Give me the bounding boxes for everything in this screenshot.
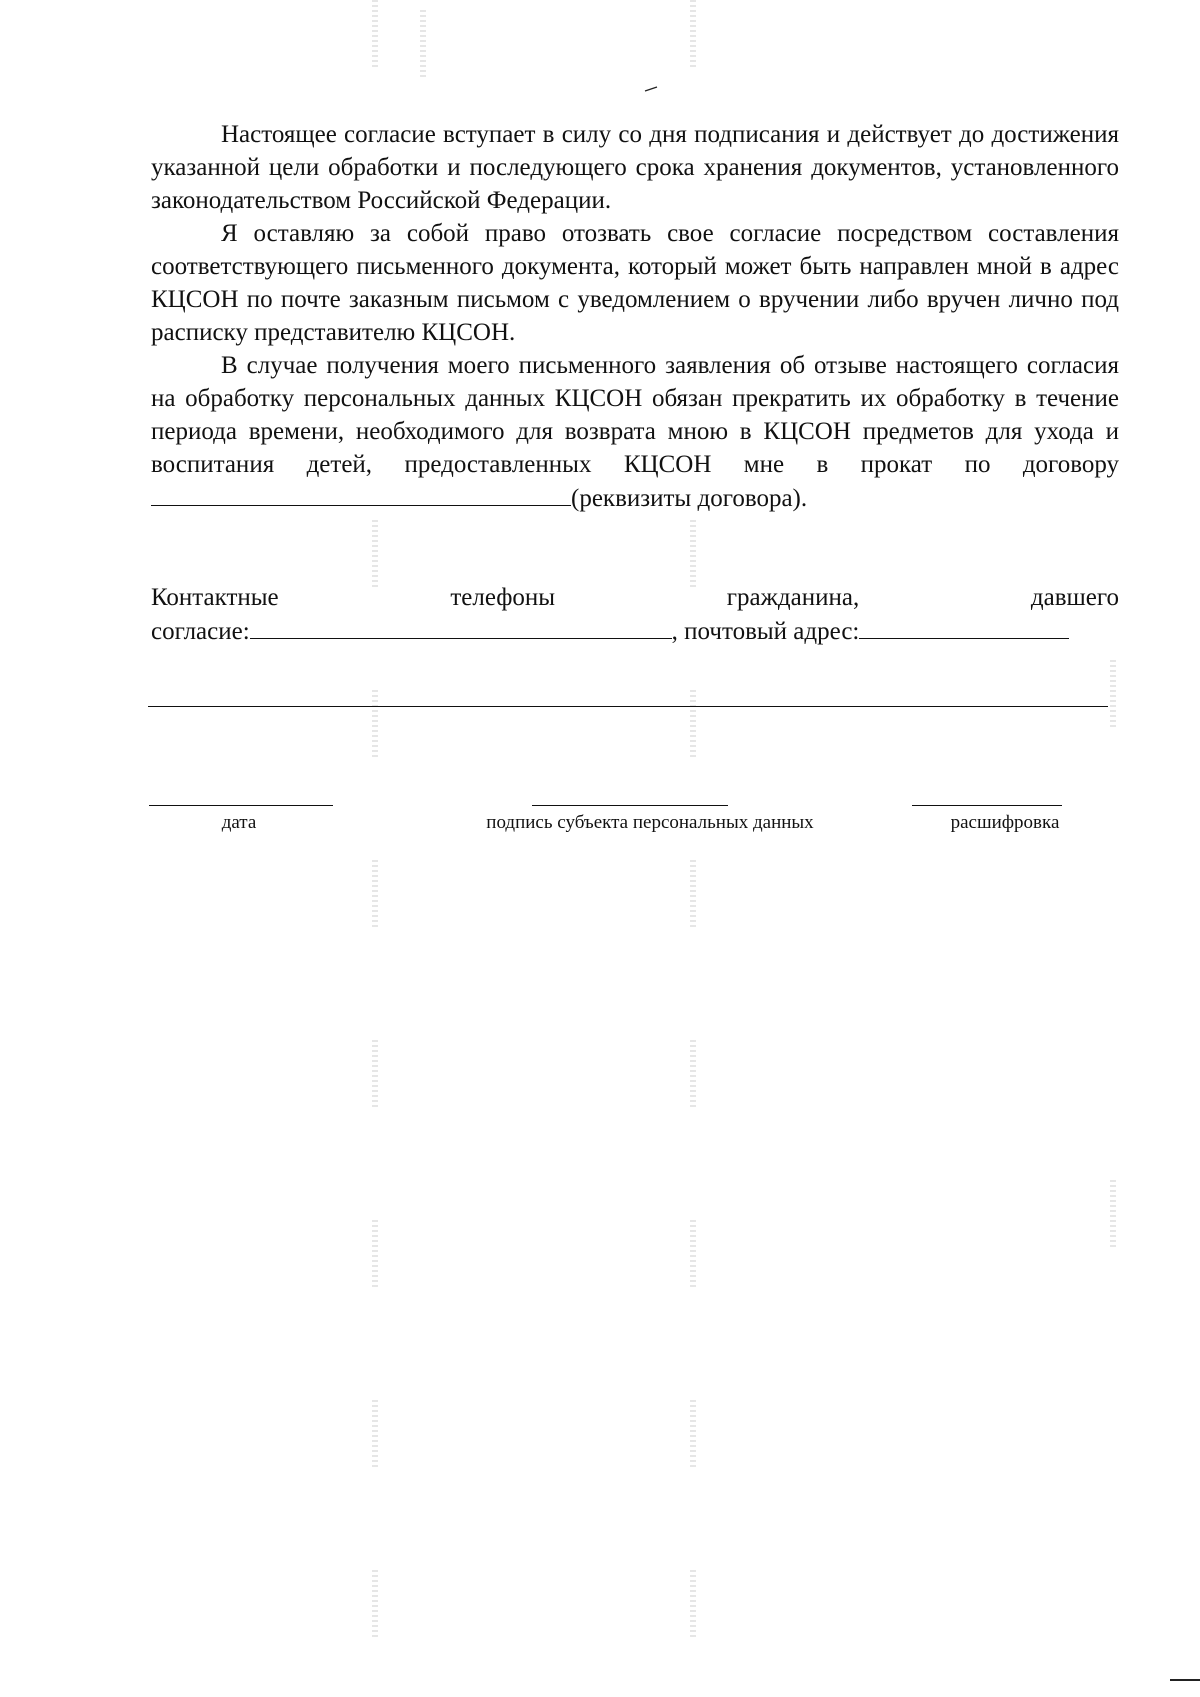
postal-address-blank[interactable] (859, 614, 1069, 639)
scan-artifact (690, 520, 696, 590)
scan-artifact (690, 1570, 696, 1640)
scan-artifact (372, 1040, 378, 1110)
consent-body (151, 118, 1119, 515)
date-caption: дата (221, 812, 257, 833)
scan-artifact (690, 0, 696, 70)
signature-caption: подпись субъекта персональных данных (486, 812, 814, 833)
scan-artifact (690, 860, 696, 930)
signature-blank[interactable] (532, 805, 728, 806)
contract-details-blank[interactable] (151, 481, 571, 506)
postal-address-label: , почтовый адрес: (671, 618, 860, 645)
contact-word-4: давшего (1030, 584, 1119, 611)
scan-artifact (420, 10, 426, 80)
paragraph-revocation-effect (151, 349, 1119, 515)
scan-artifact (372, 1400, 378, 1470)
paragraph-revocation-text: В случае получения моего письменного заявления об отзыве настоящего согласия на обработку персональных данных КЦСОН обязан прекратить их обработку в течение периода времени, необходимого для возврата мною в КЦСОН предметов для ухода и воспитания детей, предоставленных КЦСОН мне в прокат по договору (151, 352, 1119, 478)
contact-heading (151, 581, 1119, 614)
contact-section (151, 581, 1119, 648)
scan-artifact (372, 1570, 378, 1640)
scan-artifact (690, 1400, 696, 1470)
date-blank[interactable] (149, 805, 333, 806)
pen-stroke-mark (644, 86, 658, 92)
scan-artifact (372, 860, 378, 930)
scan-artifact (372, 0, 378, 70)
page-edge-line (1170, 1679, 1200, 1681)
consent-phone-label: согласие: (151, 618, 250, 645)
scan-artifact (372, 520, 378, 590)
paragraph-validity: Настоящее согласие вступает в силу со дня подписания и действует до достижения указанной цели обработки и последующего срока хранения документов, установленного законодательством Российской Федерации. (151, 121, 1119, 214)
decoding-caption: расшифровка (950, 812, 1060, 833)
scan-artifact (1110, 660, 1116, 730)
address-continuation-blank[interactable] (148, 706, 1108, 707)
scan-artifact (372, 690, 378, 760)
contact-word-1: Контактные (151, 584, 279, 611)
scan-artifact (690, 1220, 696, 1290)
contact-fields-row (151, 614, 1119, 648)
scan-artifact (690, 690, 696, 760)
paragraph-revocation-right: Я оставляю за собой право отозвать свое согласие посредством составления соответствующего письменного документа, который может быть направлен мной в адрес КЦСОН по почте заказным письмом с уведомлением о вручении либо вручен лично под расписку представителю КЦСОН. (151, 220, 1119, 346)
scan-artifact (690, 1040, 696, 1110)
contact-word-2: телефоны (450, 584, 556, 611)
scan-artifact (372, 1220, 378, 1290)
phone-blank[interactable] (250, 614, 672, 639)
contact-word-3: гражданина, (726, 584, 860, 611)
decoding-blank[interactable] (912, 805, 1062, 806)
contract-details-label: (реквизиты договора). (571, 485, 808, 512)
scan-artifact (1110, 1180, 1116, 1250)
